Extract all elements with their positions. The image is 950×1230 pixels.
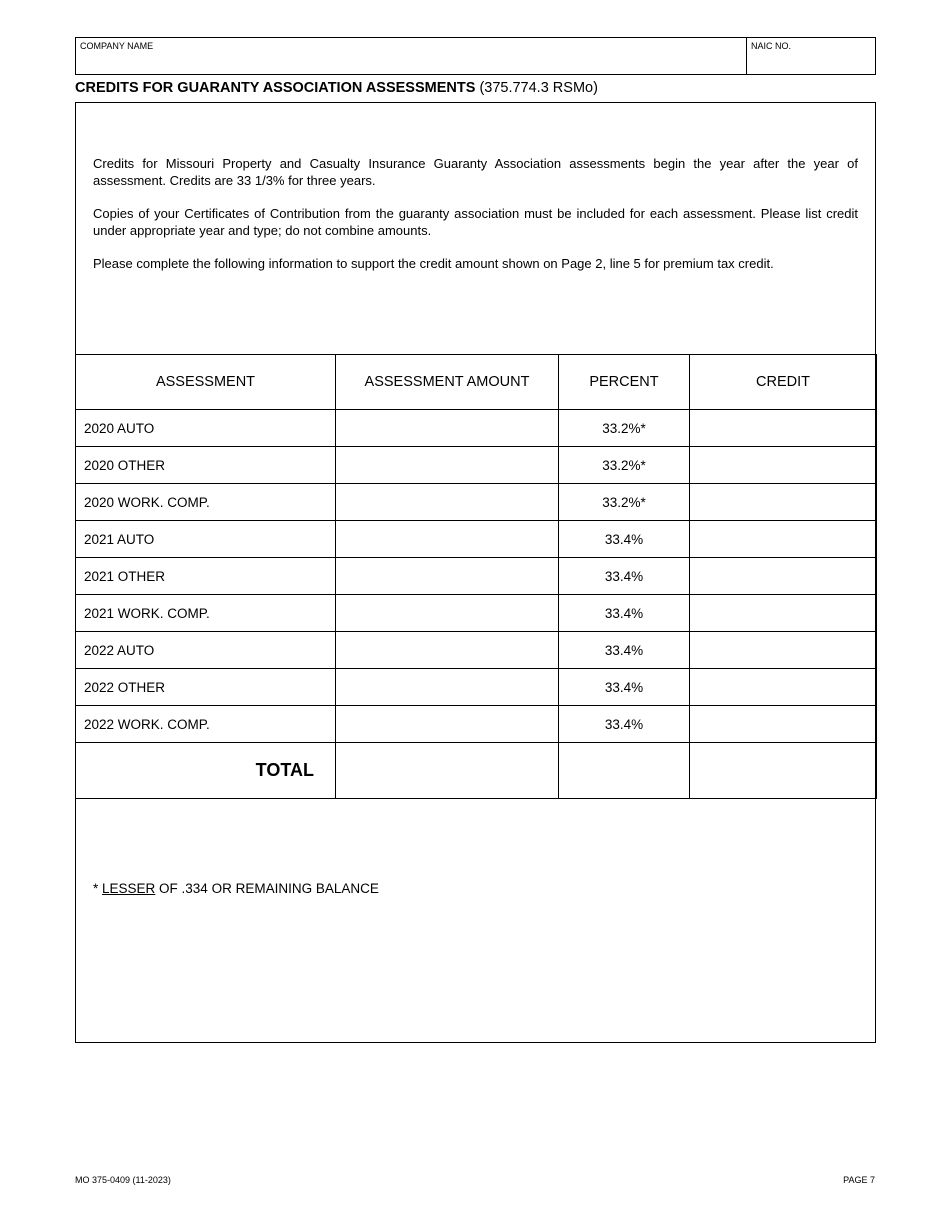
assessment-amount-input[interactable] bbox=[336, 706, 559, 743]
assessment-amount-input[interactable] bbox=[336, 595, 559, 632]
table-row bbox=[76, 706, 877, 743]
footnote bbox=[93, 881, 379, 896]
assessment-cell: 2020 AUTO bbox=[76, 410, 336, 447]
total-row bbox=[76, 743, 877, 799]
company-name-label: COMPANY NAME bbox=[80, 41, 154, 51]
credit-input[interactable] bbox=[690, 595, 877, 632]
assessment-amount-input[interactable] bbox=[336, 558, 559, 595]
credit-input[interactable] bbox=[690, 484, 877, 521]
header-box bbox=[75, 37, 876, 75]
table-header-row bbox=[76, 355, 877, 410]
assessment-amount-input[interactable] bbox=[336, 410, 559, 447]
table-row bbox=[76, 447, 877, 484]
assessment-amount-input[interactable] bbox=[336, 484, 559, 521]
assessment-cell: 2021 OTHER bbox=[76, 558, 336, 595]
credit-input[interactable] bbox=[690, 558, 877, 595]
page-number: PAGE 7 bbox=[843, 1175, 875, 1185]
assessment-cell: 2021 AUTO bbox=[76, 521, 336, 558]
assessment-cell: 2022 AUTO bbox=[76, 632, 336, 669]
footnote-rest: OF .334 OR REMAINING BALANCE bbox=[155, 881, 379, 896]
footnote-prefix: * bbox=[93, 881, 103, 896]
form-title-statute: (375.774.3 RSMo) bbox=[479, 80, 598, 96]
assessment-amount-input[interactable] bbox=[336, 447, 559, 484]
table-row bbox=[76, 558, 877, 595]
assessment-amount-input[interactable] bbox=[336, 669, 559, 706]
assessment-cell: 2021 WORK. COMP. bbox=[76, 595, 336, 632]
percent-cell: 33.2%* bbox=[559, 447, 690, 484]
percent-cell: 33.4% bbox=[559, 558, 690, 595]
company-name-field[interactable] bbox=[76, 38, 747, 74]
credit-input[interactable] bbox=[690, 632, 877, 669]
main-frame bbox=[75, 102, 876, 1043]
assessment-amount-input[interactable] bbox=[336, 521, 559, 558]
intro-paragraph-2: Copies of your Certificates of Contribution from the guaranty association must be included for each assessment. Please list credit under appropriate year and type; do not combine amounts. bbox=[93, 206, 858, 238]
total-credit-input[interactable] bbox=[690, 743, 877, 799]
form-title-main: CREDITS FOR GUARANTY ASSOCIATION ASSESSMENTS bbox=[75, 80, 476, 96]
table-row bbox=[76, 669, 877, 706]
total-assessment-amount-input[interactable] bbox=[336, 743, 559, 799]
total-percent-cell bbox=[559, 743, 690, 799]
footnote-underlined: LESSER bbox=[102, 881, 156, 896]
credit-input[interactable] bbox=[690, 521, 877, 558]
table-row bbox=[76, 410, 877, 447]
percent-cell: 33.4% bbox=[559, 706, 690, 743]
table-row bbox=[76, 595, 877, 632]
total-label: TOTAL bbox=[76, 743, 336, 799]
intro-paragraph-1: Credits for Missouri Property and Casualty Insurance Guaranty Association assessments begin the year after the year of assessment. Credits are 33 1/3% for three years. bbox=[93, 156, 858, 188]
naic-number-field[interactable] bbox=[747, 38, 875, 74]
assessment-cell: 2022 OTHER bbox=[76, 669, 336, 706]
assessment-cell: 2020 WORK. COMP. bbox=[76, 484, 336, 521]
table-row bbox=[76, 521, 877, 558]
table-row bbox=[76, 632, 877, 669]
percent-cell: 33.2%* bbox=[559, 484, 690, 521]
assessment-amount-input[interactable] bbox=[336, 632, 559, 669]
column-header-assessment-amount: ASSESSMENT AMOUNT bbox=[336, 355, 559, 410]
credit-input[interactable] bbox=[690, 706, 877, 743]
percent-cell: 33.4% bbox=[559, 632, 690, 669]
column-header-credit: CREDIT bbox=[690, 355, 877, 410]
intro-paragraph-3: Please complete the following information to support the credit amount shown on Page 2, line 5 for premium tax credit. bbox=[93, 256, 774, 271]
percent-cell: 33.4% bbox=[559, 521, 690, 558]
table-row bbox=[76, 484, 877, 521]
credit-input[interactable] bbox=[690, 410, 877, 447]
naic-number-label: NAIC NO. bbox=[751, 41, 792, 51]
percent-cell: 33.4% bbox=[559, 669, 690, 706]
credit-input[interactable] bbox=[690, 669, 877, 706]
form-id: MO 375-0409 (11-2023) bbox=[75, 1175, 171, 1185]
assessment-cell: 2020 OTHER bbox=[76, 447, 336, 484]
percent-cell: 33.4% bbox=[559, 595, 690, 632]
column-header-assessment: ASSESSMENT bbox=[76, 355, 336, 410]
percent-cell: 33.2%* bbox=[559, 410, 690, 447]
credit-input[interactable] bbox=[690, 447, 877, 484]
credit-table bbox=[75, 354, 877, 799]
assessment-cell: 2022 WORK. COMP. bbox=[76, 706, 336, 743]
form-title bbox=[75, 80, 598, 96]
column-header-percent: PERCENT bbox=[559, 355, 690, 410]
